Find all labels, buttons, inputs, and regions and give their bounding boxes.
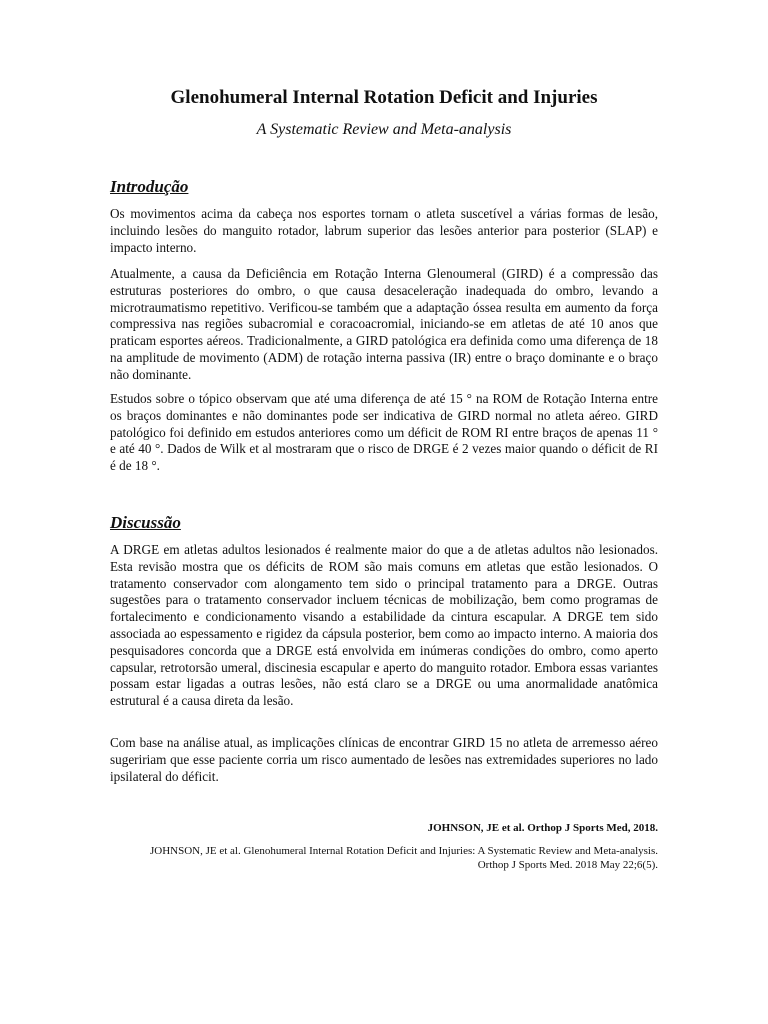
full-citation-line-1: JOHNSON, JE et al. Glenohumeral Internal Rotation Deficit and Injuries: A Systematic Review and Meta-analysis. [149,845,658,857]
paragraph: Estudos sobre o tópico observam que até uma diferença de até 15 ° na ROM de Rotação Interna entre os braços dominantes e não dominantes pode ser indicativa de GIRD normal no atleta aéreo. GIRD patológico foi definido em estudos anteriores como um déficit de ROM RI entre braços de apenas 11 ° e até 40 °. Dados de Wilk et al mostraram que o risco de DRGE é 2 vezes maior quando o déficit de RI é de 18 °. [110,391,658,474]
paragraph: Os movimentos acima da cabeça nos esportes tornam o atleta suscetível a várias formas de lesão, incluindo lesões do manguito rotador, labrum superior das lesões anterior para posterior (SLAP) e impacto interno. [110,206,658,255]
paragraph: A DRGE em atletas adultos lesionados é realmente maior do que a de atletas adultos não lesionados. Esta revisão mostra que os déficits de ROM são mais comuns em atletas que estão lesionados. O tratamento conservador com alongamento tem sido o principal tratamento para a DRGE. Outras sugestões para o tratamento conservador incluem técnicas de mobilização, bem como programas de fortalecimento e condicionamento visando a estabilidade da cintura escapular. A DRGE tem sido associada ao espessamento e rigidez da cápsula posterior, bem como ao impacto interno. A maioria dos pesquisadores concorda que a DRGE está envolvida em inúmeras condições do ombro, como aperto capsular, retrotorsão umeral, discinesia escapular e aperto do manguito rotador. Embora essas variantes possam estar ligadas a outras lesões, não está claro se a DRGE ou uma anormalidade anatômica estrutural é a causa direta da lesão. [110,542,658,709]
section-heading-introducao: Introdução [110,177,189,196]
paragraph: Atualmente, a causa da Deficiência em Rotação Interna Glenoumeral (GIRD) é a compressão das estruturas posteriores do ombro, o que causa desaceleração inadequada do ombro, levando a microtraumatismo repetitivo. Verificou-se também que a adaptação óssea resulta em aumento da força compressiva nas regiões subacromial e coracoacromial, iniciando-se em atletas de até 10 anos que praticam esportes aéreos. Tradicionalmente, a GIRD patológica era definida como uma diferença de 18 na amplitude de movimento (ADM) de rotação interna passiva (IR) entre o braço dominante e o braço não dominante. [110,266,658,382]
paragraph: Com base na análise atual, as implicações clínicas de encontrar GIRD 15 no atleta de arremesso aéreo sugeririam que esse paciente corria um risco aumentado de lesões nas extremidades superiores no lado ipsilateral do déficit. [110,735,658,784]
full-citation-line-2: Orthop J Sports Med. 2018 May 22;6(5). [477,859,658,871]
section-heading-discussao: Discussão [110,513,181,532]
short-citation: JOHNSON, JE et al. Orthop J Sports Med, 2018. [427,822,658,834]
document-title: Glenohumeral Internal Rotation Deficit and Injuries [170,87,598,108]
document-subtitle: A Systematic Review and Meta-analysis [256,121,512,138]
